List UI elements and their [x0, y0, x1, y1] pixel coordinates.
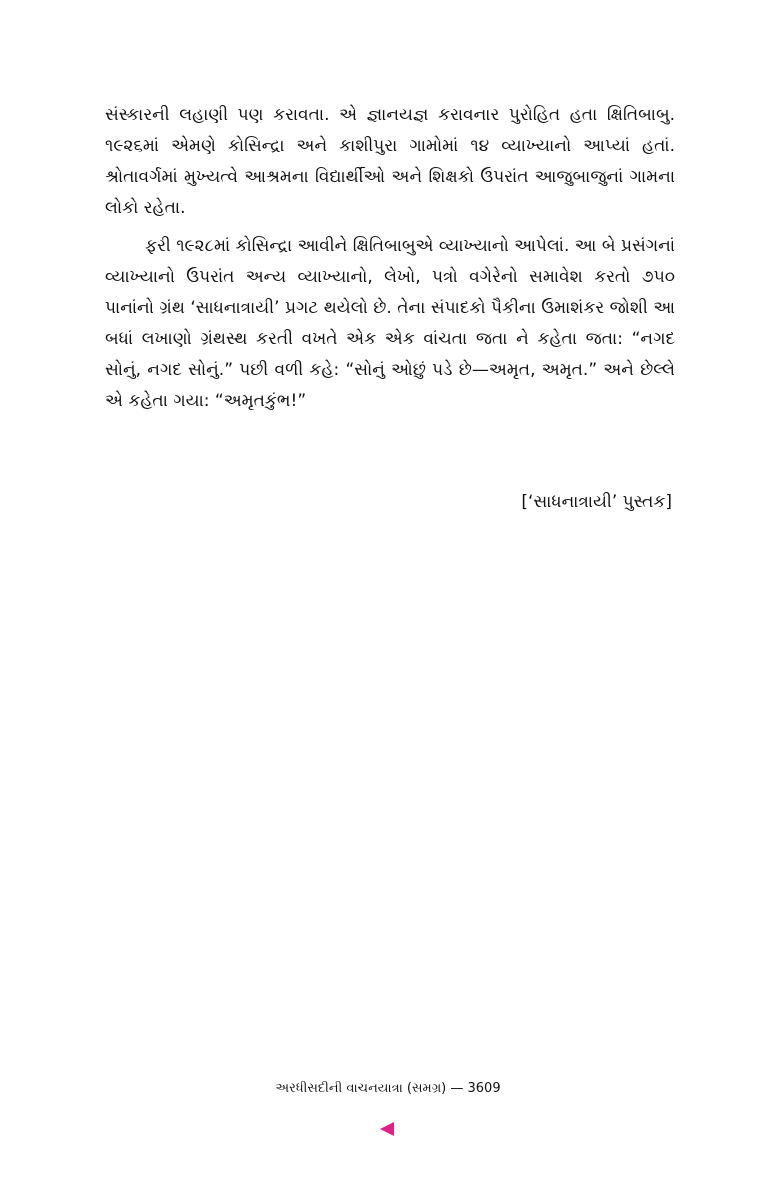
paragraph-2: ફરી ૧૯૨૮માં કોસિન્દ્રા આવીને ક્ષિતિબાબુએ વ્યાખ્યાનો આપેલાં. આ બે પ્રસંગનાં વ્યાખ્યાનો ઉપરાંત અન્ય વ્યાખ્યાનો, લેખો, પત્રો વગેરેનો સમાવેશ કરતો ૭૫૦ પાનાંનો ગ્રંથ ‘સાધનાત્રાયી’ પ્રગટ થયેલો છે. તેના સંપાદકો પૈકીના ઉમાશંકર જોશી આ બધાં લખાણો ગ્રંથસ્થ કરતી વખતે એક એક વાંચતા જતા ને કહેતા જતા: “નગદ સોનું, નગદ સોનું.” પછી વળી કહે: “સોનું ઓછું પડે છે—અમૃત, અમૃત.” અને છેલ્લે એ કહેતા ગયા: “અમૃતકુંભ!” — [105, 236, 675, 411]
body-text — [105, 100, 675, 417]
previous-page-icon[interactable] — [380, 1122, 394, 1136]
page-footer: અરધીસદીની વાચનયાત્રા (સમગ્ર) — 3609 — [275, 1081, 501, 1096]
source-citation: [‘સાધનાત્રાયી’ પુસ્તક] — [521, 492, 672, 512]
paragraph-1: સંસ્કારની લહાણી પણ કરાવતા. એ જ્ઞાનયજ્ઞ કરાવનાર પુરોહિત હતા ક્ષિતિબાબુ. ૧૯૨૬માં એમણે કોસિન્દ્રા અને કાશીપુરા ગામોમાં ૧૪ વ્યાખ્યાનો આપ્યાં હતાં. શ્રોતાવર્ગમાં મુખ્યત્વે આશ્રમના વિદ્યાર્થીઓ અને શિક્ષકો ઉપરાંત આજુબાજુનાં ગામના લોકો રહેતા. — [105, 105, 675, 218]
